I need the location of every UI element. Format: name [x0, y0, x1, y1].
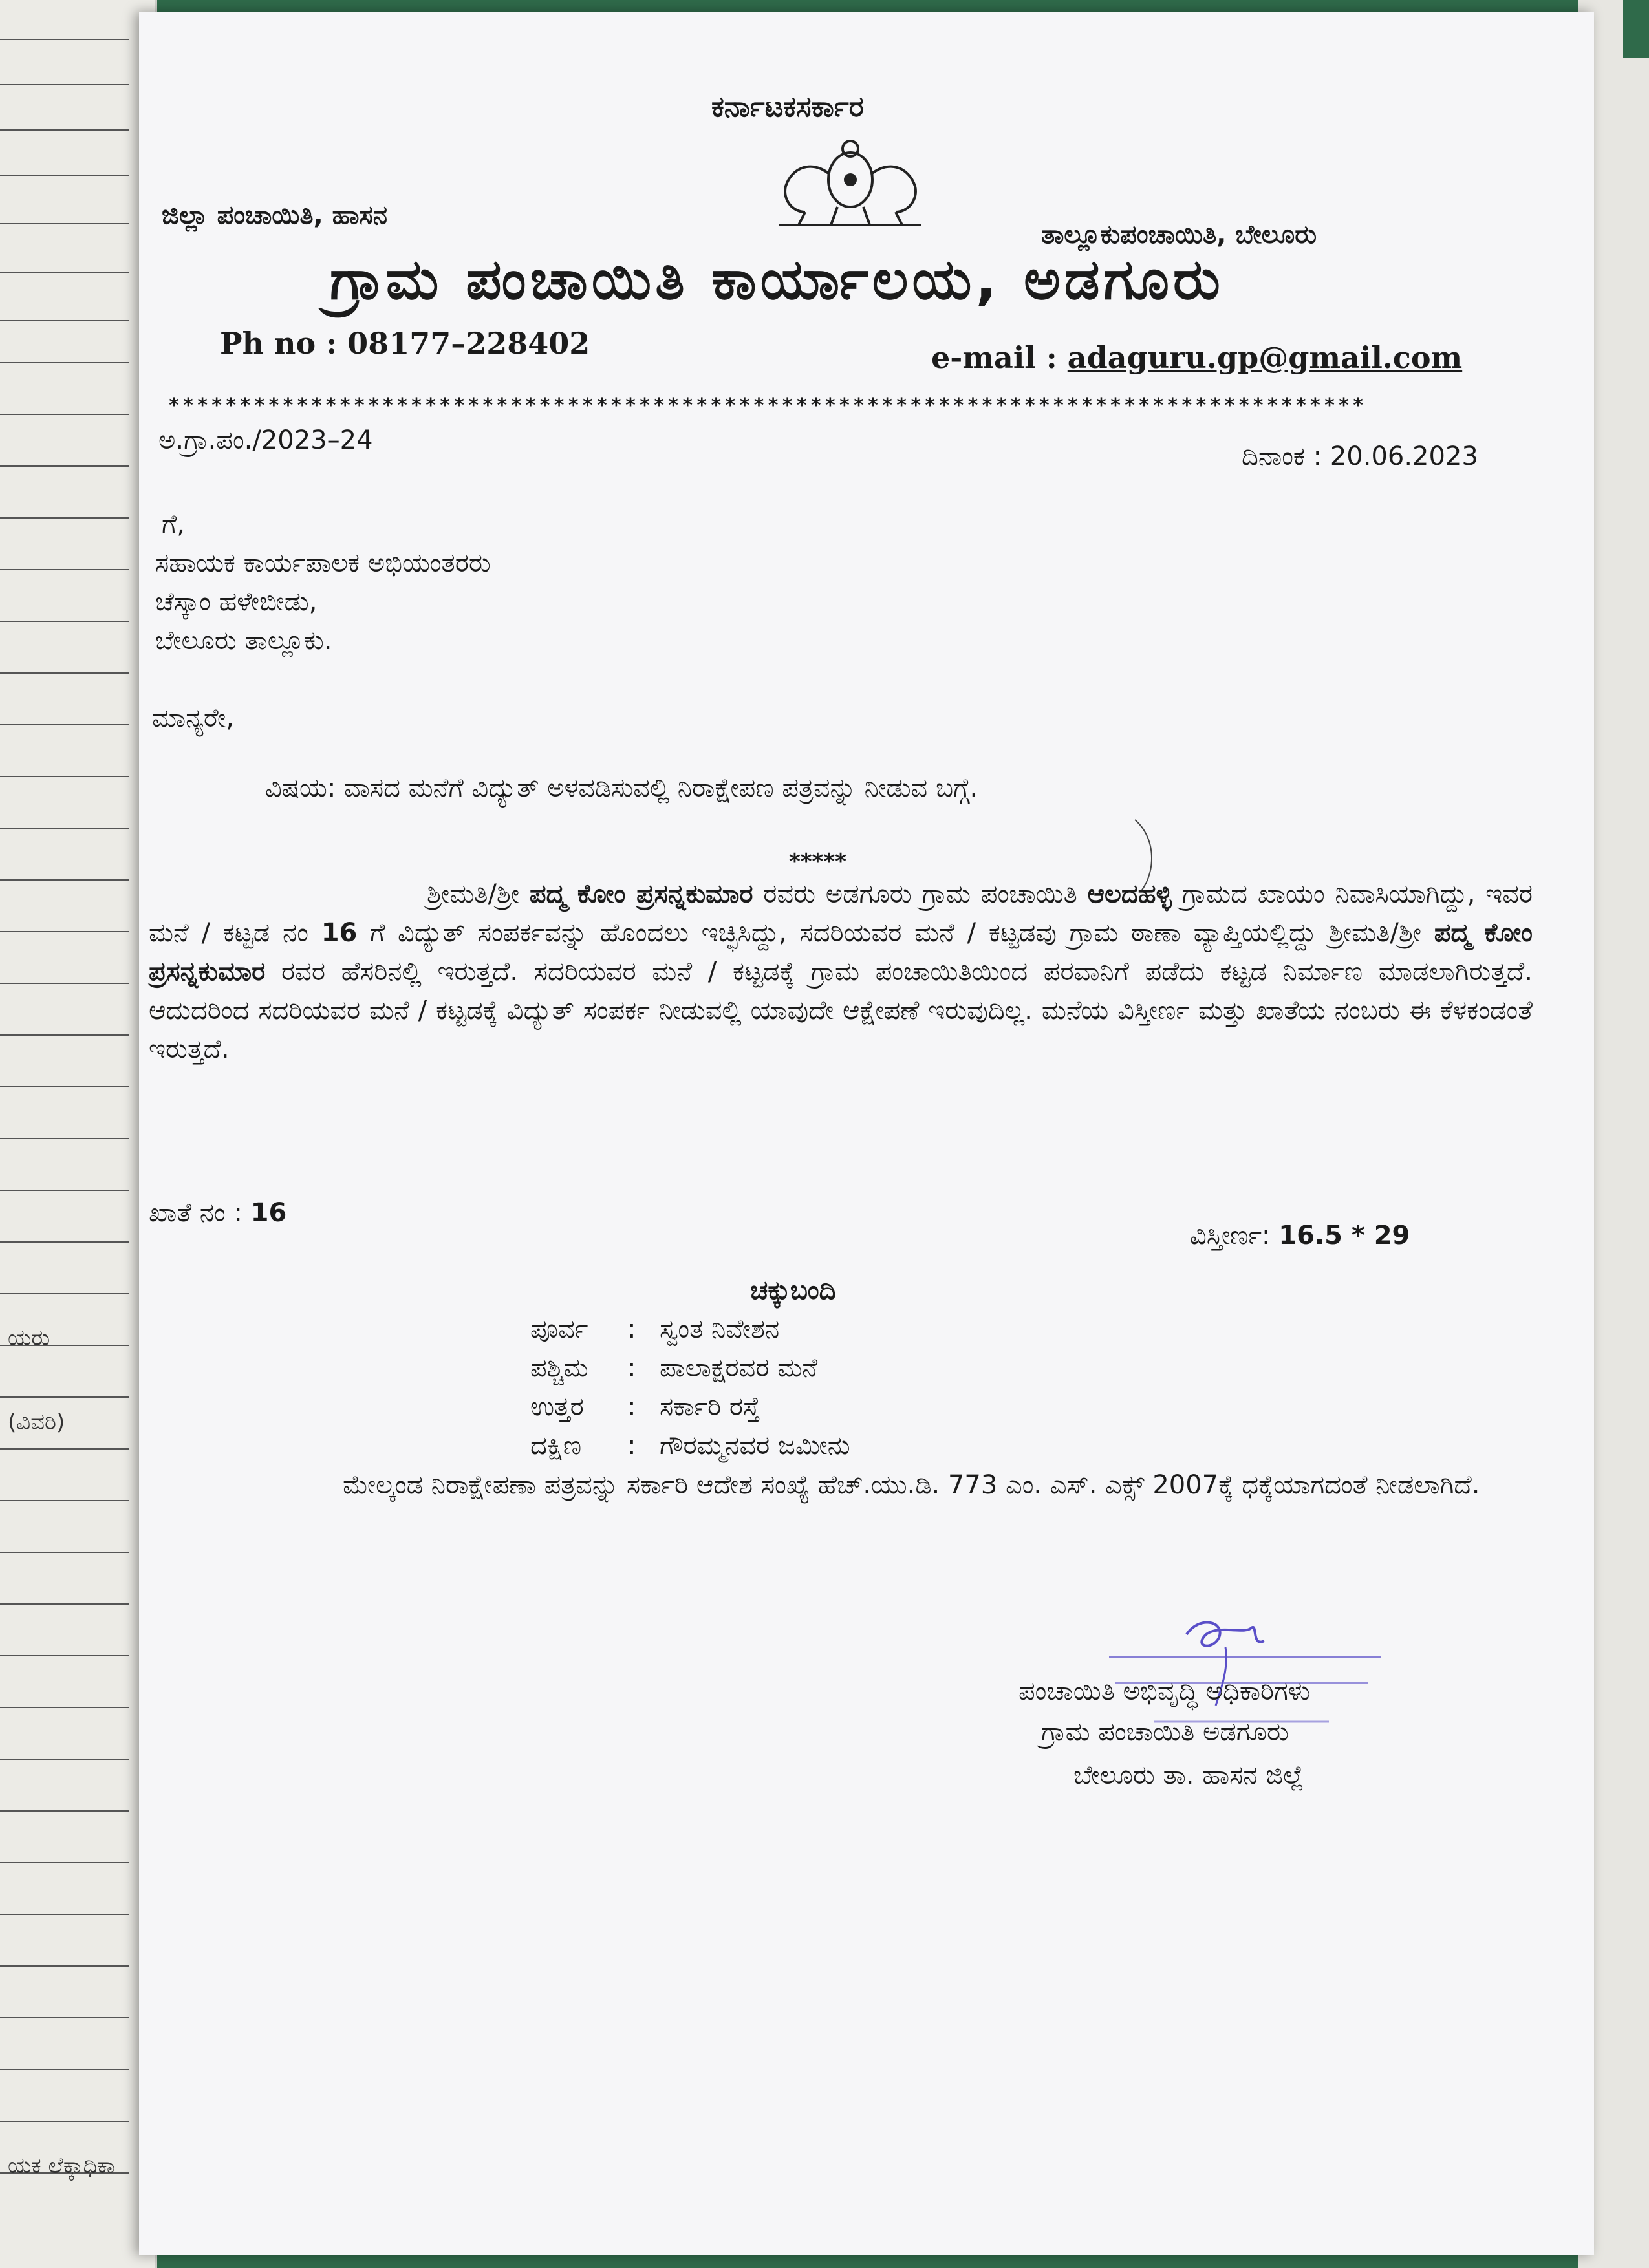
- applicant-name: ಪದ್ಮ ಕೋಂ ಪ್ರಸನ್ನಕುಮಾರ: [529, 879, 753, 909]
- ruled-line: [0, 272, 129, 273]
- underlying-page: [0, 0, 157, 2268]
- phone-number: Ph no : 08177–228402: [220, 326, 590, 361]
- ruled-line: [0, 1448, 129, 1450]
- ruled-line: [0, 569, 129, 570]
- ruled-line: [0, 2069, 129, 2070]
- ruled-line: [0, 1914, 129, 1915]
- ruled-line: [0, 1293, 129, 1294]
- ruled-line: [0, 1086, 129, 1087]
- background-fragment: ಯಕ ಲೆಕ್ಕಾಧಿಕಾ: [8, 2153, 115, 2179]
- subject-line: ವಿಷಯ: ವಾಸದ ಮನೆಗೆ ವಿದ್ಯುತ್ ಅಳವಡಿಸುವಲ್ಲಿ ನಿರಾಕ್ಷೇಪಣ ಪತ್ರವನ್ನು ನೀಡುವ ಬಗ್ಗೆ.: [265, 773, 978, 803]
- ruled-line: [0, 1707, 129, 1708]
- letter-date: ದಿನಾಂಕ : 20.06.2023: [1242, 442, 1478, 471]
- recipient-line: ಬೇಲೂರು ತಾಲ್ಲೂಕು.: [155, 626, 332, 656]
- salutation: ಮಾನ್ಯರೇ,: [152, 703, 234, 733]
- ruled-line: [0, 1396, 129, 1398]
- ruled-line: [0, 1603, 129, 1605]
- applicant-name: ಪದ್ಮ ಕೋಂ ಪ್ರಸನ್ನಕುಮಾರ: [149, 918, 1533, 987]
- ruled-line: [0, 1965, 129, 1967]
- boundary-row: ದಕ್ಷಿಣ : ಗೌರಮ್ಮನವರ ಜಮೀನು: [530, 1431, 850, 1460]
- ruled-line: [0, 320, 129, 321]
- signatory-designation: ಪಂಚಾಯಿತಿ ಅಭಿವೃದ್ಧಿ ಅಧಿಕಾರಿಗಳು: [1018, 1676, 1311, 1706]
- recipient-line: ಚೆಸ್ಕಾಂ ಹಳೇಬೀಡು,: [155, 587, 318, 617]
- reference-number: ಅ.ಗ್ರಾ.ಪಂ./2023–24: [158, 425, 373, 455]
- ruled-line: [0, 517, 129, 519]
- village-name: ಆಲದಹಳ್ಳಿ: [1087, 879, 1172, 909]
- district-panchayat: ಜಿಲ್ಲಾ ಪಂಚಾಯಿತಿ, ಹಾಸನ: [162, 200, 388, 230]
- ruled-line: [0, 2017, 129, 2018]
- ruled-line: [0, 672, 129, 674]
- ruled-line: [0, 1810, 129, 1812]
- ruled-line: [0, 1862, 129, 1863]
- body-paragraph: ಶ್ರೀಮತಿ/ಶ್ರೀ ಪದ್ಮ ಕೋಂ ಪ್ರಸನ್ನಕುಮಾರ ರವರು ಅಡಗೂರು ಗ್ರಾಮ ಪಂಚಾಯಿತಿ ಆಲದಹಳ್ಳಿ ಗ್ರಾಮದ ಖಾಯಂ ನಿವಾಸಿಯಾಗಿದ್ದು, ಇವರ ಮನೆ / ಕಟ್ಟಡ ನಂ 16 ಗೆ ವಿದ್ಯುತ್ ಸಂಪರ್ಕವನ್ನು ಹೊಂದಲು ಇಚ್ಛಿಸಿದ್ದು, ಸದರಿಯವರ ಮನೆ / ಕಟ್ಟಡವು ಗ್ರಾಮ ಠಾಣಾ ವ್ಯಾಪ್ತಿಯಲ್ಲಿದ್ದು ಶ್ರೀಮತಿ/ಶ್ರೀ ಪದ್ಮ ಕೋಂ ಪ್ರಸನ್ನಕುಮಾರ ರವರ ಹೆಸರಿನಲ್ಲಿ ಇರುತ್ತದೆ. ಸದರಿಯವರ ಮನೆ / ಕಟ್ಟಡಕ್ಕೆ ಗ್ರಾಮ ಪಂಚಾಯಿತಿಯಿಂದ ಪರವಾನಿಗೆ ಪಡೆದು ಕಟ್ಟಡ ನಿರ್ಮಾಣ ಮಾಡಲಾಗಿರುತ್ತದೆ. ಆದುದರಿಂದ ಸದರಿಯವರ ಮನೆ / ಕಟ್ಟಡಕ್ಕೆ ವಿದ್ಯುತ್ ಸಂಪರ್ಕ ನೀಡುವಲ್ಲಿ ಯಾವುದೇ ಆಕ್ಷೇಪಣೆ ಇರುವುದಿಲ್ಲ. ಮನೆಯ ವಿಸ್ತೀರ್ಣ ಮತ್ತು ಖಾತೆಯ ನಂಬರು ಈ ಕೆಳಕಂಡಂತೆ ಇರುತ್ತದೆ.: [149, 879, 1533, 1064]
- ruled-line: [0, 414, 129, 415]
- ruled-line: [0, 39, 129, 40]
- ruled-line: [0, 931, 129, 932]
- ruled-line: [0, 175, 129, 176]
- ruled-line: [0, 983, 129, 984]
- recipient-line: ಸಹಾಯಕ ಕಾರ್ಯಪಾಲಕ ಅಭಿಯಂತರರು: [155, 548, 491, 578]
- ruled-line: [0, 465, 129, 467]
- state-emblem-icon: [766, 134, 934, 238]
- signatory-office: ಗ್ರಾಮ ಪಂಚಾಯಿತಿ ಅಡಗೂರು: [1041, 1717, 1289, 1747]
- ruled-line: [0, 776, 129, 777]
- ruled-line: [0, 828, 129, 829]
- to-label: ಗೆ,: [162, 509, 185, 539]
- background-fragment: ಯರು: [8, 1325, 50, 1351]
- office-name: ಗ್ರಾಮ ಪಂಚಾಯಿತಿ ಕಾರ್ಯಾಲಯ, ಅಡಗೂರು: [330, 248, 1224, 312]
- ruled-line: [0, 1241, 129, 1243]
- ruled-line: [0, 129, 129, 131]
- house-number: 16: [321, 918, 358, 948]
- ruled-line: [0, 724, 129, 725]
- ruled-line: [0, 1552, 129, 1553]
- letter-sheet: [139, 12, 1594, 2255]
- signatory-location: ಬೇಲೂರು ತಾ. ಹಾಸನ ಜಿಲ್ಲೆ: [1073, 1760, 1304, 1790]
- email-line: [931, 340, 1462, 375]
- ruled-line: [0, 1759, 129, 1760]
- ruled-line: [0, 1190, 129, 1191]
- ruled-line: [0, 1500, 129, 1501]
- boundary-row: ಉತ್ತರ : ಸರ್ಕಾರಿ ರಸ್ತೆ: [530, 1392, 760, 1422]
- email-label: e-mail :: [931, 340, 1068, 375]
- boundaries-title: ಚಕ್ಕುಬಂದಿ: [750, 1276, 836, 1305]
- area-measurement: ವಿಸ್ತೀರ್ಣ: 16.5 * 29: [1190, 1221, 1410, 1250]
- khata-number: ಖಾತೆ ನಂ : 16: [149, 1198, 287, 1228]
- ruled-line: [0, 1138, 129, 1139]
- government-title: ಕರ್ನಾಟಕಸರ್ಕಾರ: [711, 91, 864, 123]
- ruled-line: [0, 84, 129, 85]
- taluk-panchayat: ತಾಲ್ಲೂಕುಪಂಚಾಯಿತಿ, ಬೇಲೂರು: [1041, 220, 1317, 250]
- ruled-line: [0, 1655, 129, 1656]
- ruled-line: [0, 223, 129, 224]
- email-address[interactable]: adaguru.gp@gmail.com: [1067, 340, 1463, 375]
- background-fragment: (ವಿವರಿ): [8, 1409, 65, 1435]
- ruled-line: [0, 2121, 129, 2122]
- boundary-row: ಪೂರ್ವ : ಸ್ವಂತ ನಿವೇಶನ: [530, 1314, 780, 1344]
- ruled-line: [0, 1034, 129, 1036]
- ruled-line: [0, 362, 129, 363]
- boundary-row: ಪಶ್ಚಿಮ : ಪಾಲಾಕ್ಷರವರ ಮನೆ: [530, 1353, 818, 1383]
- ruled-line: [0, 879, 129, 881]
- desk-corner: [1623, 0, 1649, 58]
- ruled-line: [0, 621, 129, 622]
- separator-stars: ************************************************************************************: [168, 394, 1367, 417]
- closing-paragraph: ಮೇಲ್ಕಂಡ ನಿರಾಕ್ಷೇಪಣಾ ಪತ್ರವನ್ನು ಸರ್ಕಾರಿ ಆದೇಶ ಸಂಖ್ಯೆ ಹೆಚ್.ಯು.ಡಿ. 773 ಎಂ. ಎಸ್. ಎಕ್ಸ್ 2007ಕ್ಕೆ ಧಕ್ಕೆಯಾಗದಂತೆ ನೀಡಲಾಗಿದೆ.: [343, 1470, 1480, 1500]
- section-separator: *****: [789, 849, 846, 875]
